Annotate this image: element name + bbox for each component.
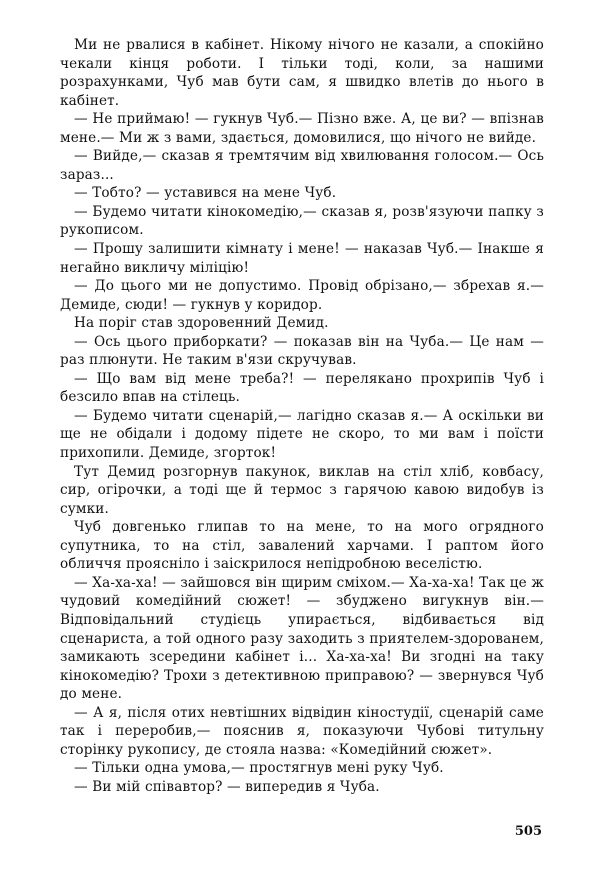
paragraph: — Будемо читати кінокомедію,— сказав я, розв'язуючи папку з рукописом.	[60, 203, 544, 239]
paragraph: — Ви мій співавтор? — випередив я Чуба.	[74, 778, 380, 795]
paragraph: Тут Демид розгорнув пакунок, виклав на стіл хліб, ковбасу, сир, огірочки, а тоді ще й термос з гарячою кавою видобув із сумки.	[60, 463, 544, 517]
paragraph: — Не приймаю! — гукнув Чуб.— Пізно вже. А, це ви? — впізнав мене.— Ми ж з вами, здається, домовилися, що нічого не вийде.	[60, 111, 544, 146]
paragraph: — Що вам від мене треба?! — перелякано прохрипів Чуб і безсило впав на стілець.	[60, 370, 544, 406]
paragraph: — Будемо читати сценарій,— лагідно сказав я.— А оскільки ви ще не обідали і додому підете не скоро, то ми вам і поїсти прихопили. Демиде, згорток!	[60, 407, 544, 462]
page-number: 505	[514, 824, 542, 839]
paragraph: — А я, після отих невтішних відвідин кіностудії, сценарій саме так і переробив,— пояснив я, показуючи Чубові титульну сторінку рукопису, де стояла назва: «Комедійний сюжет».	[60, 704, 544, 758]
paragraph: — Тільки одна умова,— простягнув мені руку Чуб.	[74, 760, 444, 777]
paragraph: Чуб довгенько глипав то на мене, то на мого огрядного супутника, то на стіл, завалений харчами. І раптом його обличчя проясніло і заіскрилося непідробною веселістю.	[60, 519, 544, 573]
paragraph: Ми не рвалися в кабінет. Нікому нічого не казали, а спокійно чекали кінця роботи. І тільки тоді, коли, за нашими розрахунками, Чуб мав бути сам, я швидко влетів до нього в кабінет.	[60, 37, 544, 109]
paragraph: — Тобто? — уставився на мене Чуб.	[74, 185, 337, 202]
paragraph: — Прошу залишити кімнату і мене! — наказав Чуб.— Інакше я негайно викличу міліцію!	[60, 241, 544, 276]
paragraph: — Ось цього приборкати? — показав він на Чуба.— Це нам — раз плюнути. Не таким в'язи скручував.	[60, 333, 544, 369]
paragraph: — Ха-ха-ха! — зайшовся він щирим сміхом.— Ха-ха-ха! Так це ж чудовий комедійний сюжет! — збуджено вигукнув він.— Відповідальний студієць упирається, відбивається від сценариста, а той одного разу заходить з приятелем-здорованем, замикають зсередини кабінет і... Ха-ха-ха! Ви згодні на таку кінокомедію? Трохи з детективною приправою? — звернувся Чуб до мене.	[60, 574, 544, 703]
paragraph: На поріг став здоровенний Демид.	[74, 315, 329, 332]
page-text	[60, 36, 544, 796]
paragraph: — До цього ми не допустимо. Провід обрізано,— збрехав я.— Демиде, сюди! — гукнув у коридор.	[60, 278, 544, 313]
paragraph: — Вийде,— сказав я тремтячим від хвилювання голосом.— Ось зараз...	[60, 148, 544, 183]
